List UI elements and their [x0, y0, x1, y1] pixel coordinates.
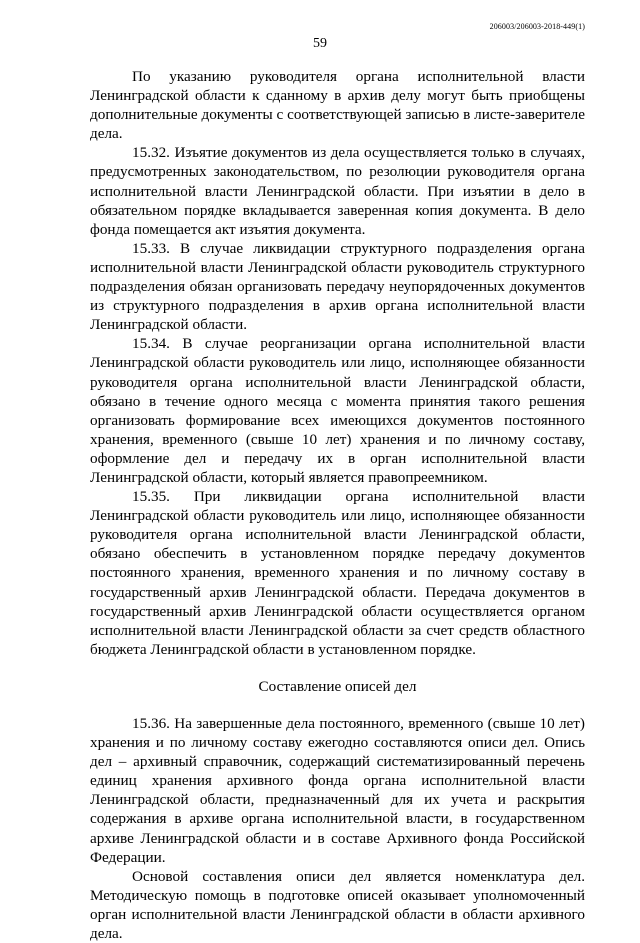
paragraph-15-34: 15.34. В случае реорганизации органа исполнительной власти Ленинградской области руководитель или лицо, исполняющее обязанности руководителя органа исполнительной власти Ленинградской области, обязано в течение одного месяца с момента принятия такого решения организовать формирование всех имеющихся документов постоянного хранения, временного (свыше 10 лет) хранения и по личному составу, оформление дел и передачу их в орган исполнительной власти Ленинградской области, который является правопреемником.: [90, 335, 585, 486]
document-body: [90, 67, 585, 943]
page-number: 59: [313, 36, 327, 51]
paragraph-15-36: 15.36. На завершенные дела постоянного, временного (свыше 10 лет) хранения и по личному составу ежегодно составляются описи дел. Опись дел – архивный справочник, содержащий систематизированный перечень единиц хранения архивного фонда органа исполнительной власти Ленинградской области, предназначенный для их учета и раскрытия содержания в архиве органа исполнительной власти, в государственном архиве Ленинградской области и в составе Архивного фонда Российской Федерации.: [90, 715, 585, 866]
paragraph-15-32: 15.32. Изъятие документов из дела осуществляется только в случаях, предусмотренных законодательством, по резолюции руководителя органа исполнительной власти Ленинградской области. При изъятии в дело в обязательном порядке вкладывается заверенная копия документа. В дело фонда помещается акт изъятия документа.: [90, 144, 585, 238]
paragraph-15-35: 15.35. При ликвидации органа исполнительной власти Ленинградской области руководитель или лицо, исполняющее обязанности руководителя органа исполнительной власти Ленинградской области, обязано обеспечить в установленном порядке передачу документов постоянного хранения, временного хранения и по личному составу в государственный архив Ленинградской области. Передача документов в государственный архив Ленинградской области осуществляется органом исполнительной власти Ленинградской области за счет средств областного бюджета Ленинградской области в установленном порядке.: [90, 488, 585, 658]
section-heading: Составление описей дел: [258, 677, 417, 695]
document-id: 206003/206003-2018-449(1): [489, 22, 585, 31]
paragraph-inventory-basis: Основой составления описи дел является номенклатура дел. Методическую помощь в подготовке описей оказывает уполномоченный орган исполнительной власти Ленинградской области в области архивного дела.: [90, 867, 585, 943]
paragraph-attachment: По указанию руководителя органа исполнительной власти Ленинградской области к сданному в архив делу могут быть приобщены дополнительные документы с соответствующей записью в листе-заверителе дела.: [90, 68, 585, 143]
paragraph-15-33: 15.33. В случае ликвидации структурного подразделения органа исполнительной власти Ленинградской области руководитель структурного подразделения обязан организовать передачу неупорядоченных документов из структурного подразделения в архив органа исполнительной власти Ленинградской области.: [90, 239, 585, 334]
